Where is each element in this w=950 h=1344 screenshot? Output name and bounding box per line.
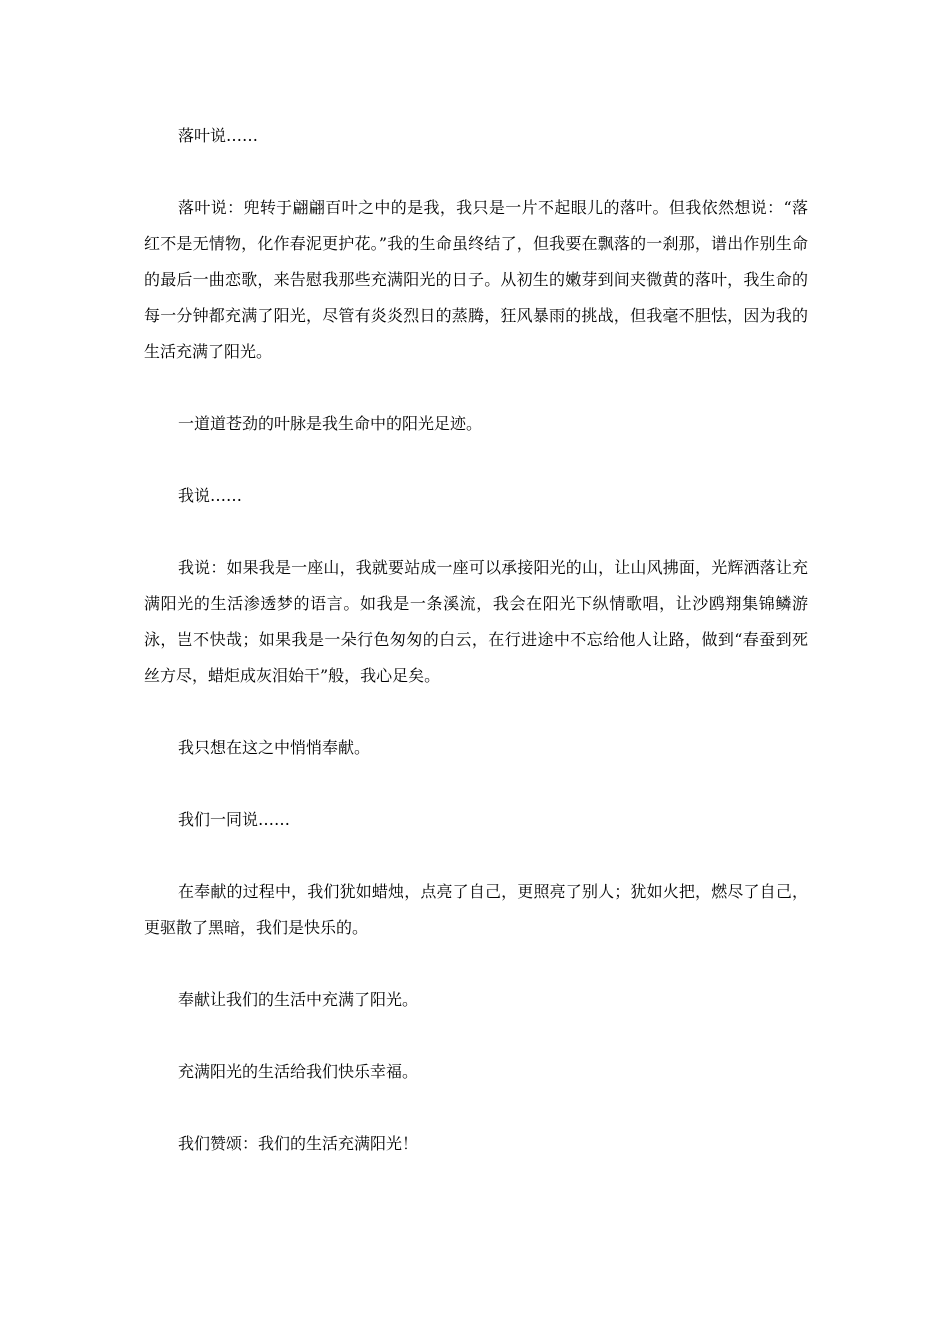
paragraph-sunshine-life: 奉献让我们的生活中充满了阳光。: [178, 990, 419, 1009]
paragraph-gap: [144, 154, 808, 190]
heading-i-say: 我说……: [178, 486, 243, 505]
paragraph-leaf-veins: 一道道苍劲的叶脉是我生命中的阳光足迹。: [178, 414, 483, 433]
paragraph-dedication-process: 在奉献的过程中，我们犹如蜡烛，点亮了自己，更照亮了别人；犹如火把，燃尽了自己，更驱散了黑暗，我们是快乐的。: [144, 882, 808, 937]
paragraph-gap: [144, 766, 808, 802]
paragraph-praise: 我们赞颂：我们的生活充满阳光！: [178, 1134, 419, 1153]
paragraph-gap: [144, 1018, 808, 1054]
paragraph-gap: [144, 694, 808, 730]
paragraph-gap: [144, 1090, 808, 1126]
paragraph-quiet-dedication: 我只想在这之中悄悄奉献。: [178, 738, 371, 757]
paragraph-gap: [144, 370, 808, 406]
document-body: [144, 118, 808, 1162]
heading-luoye-says: 落叶说……: [178, 126, 259, 145]
paragraph-gap: [144, 442, 808, 478]
paragraph-gap: [144, 838, 808, 874]
heading-we-say-together: 我们一同说……: [178, 810, 291, 829]
paragraph-gap: [144, 946, 808, 982]
paragraph-gap: [144, 514, 808, 550]
paragraph-happiness: 充满阳光的生活给我们快乐幸福。: [178, 1062, 419, 1081]
paragraph-i-speech: 我说：如果我是一座山，我就要站成一座可以承接阳光的山，让山风拂面，光辉洒落让充满阳光的生活渗透梦的语言。如我是一条溪流，我会在阳光下纵情歌唱，让沙鸥翔集锦鳞游泳，岂不快哉；如果我是一朵行色匆匆的白云，在行进途中不忘给他人让路，做到“春蚕到死丝方尽，蜡炬成灰泪始干”般，我心足矣。: [144, 558, 808, 685]
paragraph-luoye-speech: 落叶说：兜转于翩翩百叶之中的是我，我只是一片不起眼儿的落叶。但我依然想说：“落红不是无情物，化作春泥更护花。”我的生命虽终结了，但我要在飘落的一刹那，谱出作别生命的最后一曲恋歌，来告慰我那些充满阳光的日子。从初生的嫩芽到间夹微黄的落叶，我生命的每一分钟都充满了阳光，尽管有炎炎烈日的蒸腾，狂风暴雨的挑战，但我毫不胆怯，因为我的生活充满了阳光。: [144, 198, 808, 361]
